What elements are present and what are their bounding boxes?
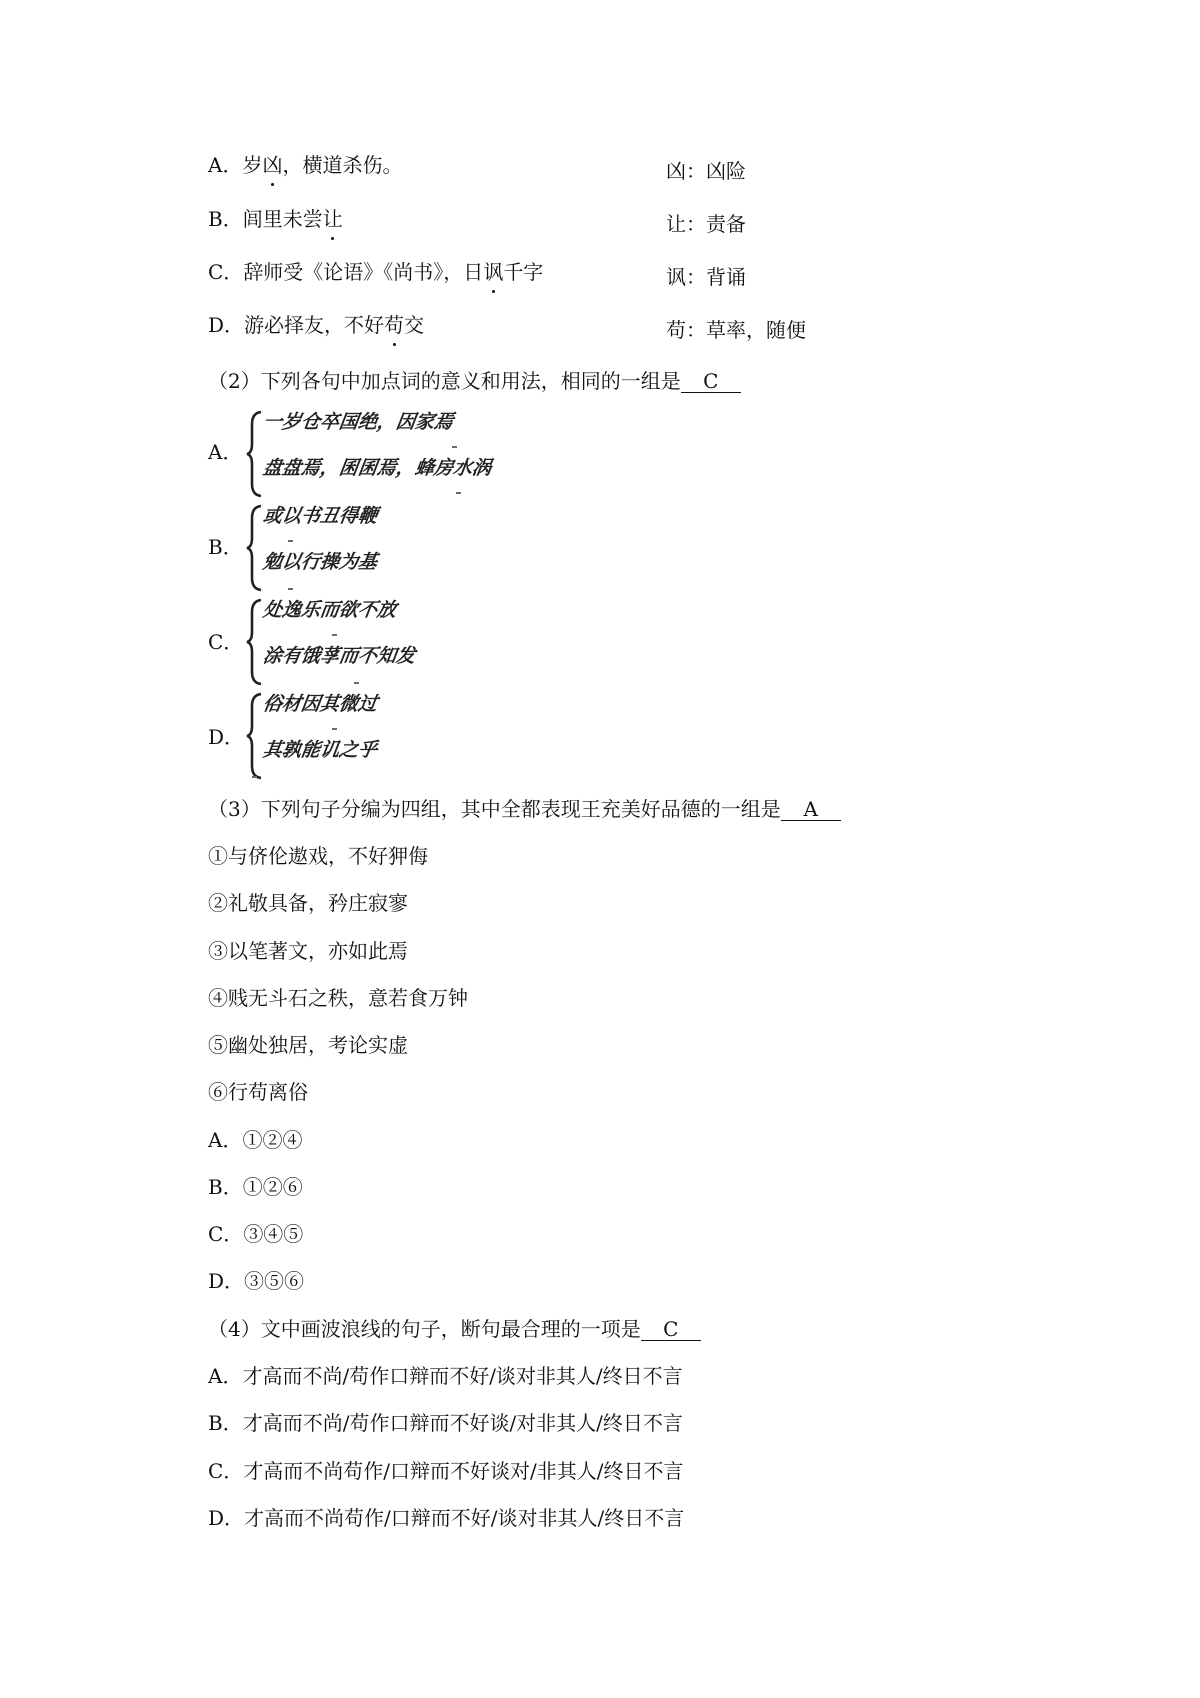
q4-option-c bbox=[208, 1458, 684, 1485]
option-text: ③④⑤ bbox=[243, 1222, 304, 1246]
brace-icon bbox=[246, 504, 264, 592]
q3-option-c bbox=[208, 1221, 303, 1248]
q4-option-d bbox=[208, 1505, 684, 1532]
q2-group-letter-b: B． bbox=[208, 535, 243, 559]
dotted-word: 讽 bbox=[483, 260, 504, 284]
q3-stem bbox=[208, 796, 841, 823]
q1-option-c bbox=[208, 259, 543, 286]
emphasis-marker bbox=[252, 776, 257, 778]
option-letter: C． bbox=[208, 1222, 244, 1246]
option-text: 才高而不尚苟作/口辩而不好/谈对非其人/终日不言 bbox=[244, 1506, 685, 1530]
option-text: ③⑤⑥ bbox=[244, 1269, 305, 1293]
q2-group-b-line1: 或以书丑得鞭 bbox=[261, 505, 379, 527]
q2-group-d bbox=[246, 692, 506, 780]
q1-meaning-a: 凶：凶险 bbox=[666, 159, 746, 183]
option-letter: D． bbox=[208, 1269, 245, 1293]
option-letter: D． bbox=[208, 1506, 245, 1530]
q2-group-c-line1: 处逸乐而欲不放 bbox=[261, 599, 398, 621]
option-text-post: 千字 bbox=[503, 260, 544, 284]
brace-icon bbox=[246, 410, 264, 498]
dotted-word: 苟 bbox=[384, 313, 405, 337]
option-text-pre: 辞师受《论语》《尚书》，日 bbox=[243, 260, 484, 284]
option-letter: A． bbox=[208, 1364, 243, 1388]
q2-group-b bbox=[246, 504, 506, 592]
q2-group-a bbox=[246, 410, 506, 498]
q1-meaning-b: 让：责备 bbox=[666, 212, 746, 236]
option-letter: A． bbox=[208, 1128, 243, 1152]
q1-option-a bbox=[208, 152, 402, 179]
option-text-pre: 闾里未尝 bbox=[242, 207, 323, 231]
question-stem-text: （4）文中画波浪线的句子，断句最合理的一项是 bbox=[208, 1317, 641, 1341]
emphasis-marker bbox=[456, 492, 461, 494]
option-text: 才高而不尚苟作/口辩而不好谈对/非其人/终日不言 bbox=[243, 1459, 684, 1483]
q2-stem bbox=[208, 368, 741, 395]
q3-item-6: ⑥行苟离俗 bbox=[208, 1080, 308, 1104]
q3-option-a bbox=[208, 1127, 302, 1154]
option-text: ①②④ bbox=[242, 1128, 303, 1152]
q3-item-4: ④贱无斗石之秩，意若食万钟 bbox=[208, 986, 468, 1010]
q2-group-letter-a: A． bbox=[208, 440, 243, 464]
q3-item-1: ①与侪伦遨戏，不好狎侮 bbox=[208, 844, 428, 868]
emphasis-marker bbox=[332, 728, 337, 730]
question-stem-text: （2）下列各句中加点词的意义和用法，相同的一组是 bbox=[208, 369, 681, 393]
option-text-pre: 岁 bbox=[242, 153, 263, 177]
q3-option-d bbox=[208, 1268, 304, 1295]
option-text: 才高而不尚/苟作口辩而不好谈/对非其人/终日不言 bbox=[242, 1411, 683, 1435]
q1-option-d bbox=[208, 312, 424, 339]
answer-blank: C bbox=[681, 370, 741, 393]
emphasis-marker bbox=[332, 634, 337, 636]
q2-group-letter-d: D． bbox=[208, 725, 245, 749]
option-letter: B． bbox=[208, 1411, 243, 1435]
q2-group-a-line2: 盘盘焉，囷囷焉，蜂房水涡 bbox=[261, 457, 493, 479]
q1-meaning-d: 苟：草率，随便 bbox=[666, 318, 806, 342]
q2-group-c-line2: 涂有饿莩而不知发 bbox=[261, 645, 417, 667]
emphasis-marker bbox=[452, 446, 457, 448]
option-text-post: 交 bbox=[404, 313, 425, 337]
option-text-pre: 游必择友，不好 bbox=[244, 313, 385, 337]
q2-group-d-line1: 俗材因其微过 bbox=[261, 693, 379, 715]
dotted-word: 凶 bbox=[262, 153, 283, 177]
q3-item-2: ②礼敬具备，矜庄寂寥 bbox=[208, 891, 408, 915]
option-text: 才高而不尚/苟作口辩而不好/谈对非其人/终日不言 bbox=[242, 1364, 683, 1388]
option-letter: A． bbox=[208, 153, 243, 177]
emphasis-marker bbox=[288, 540, 293, 542]
q2-group-b-line2: 勉以行操为基 bbox=[261, 551, 379, 573]
q4-stem bbox=[208, 1316, 701, 1343]
question-stem-text: （3）下列句子分编为四组，其中全都表现王充美好品德的一组是 bbox=[208, 797, 781, 821]
dotted-word: 让 bbox=[322, 207, 343, 231]
option-text: ①②⑥ bbox=[242, 1175, 303, 1199]
option-letter: B． bbox=[208, 207, 243, 231]
emphasis-marker bbox=[288, 588, 293, 590]
brace-icon bbox=[246, 598, 264, 686]
option-letter: C． bbox=[208, 1459, 244, 1483]
answer-blank: A bbox=[781, 798, 841, 821]
q4-option-b bbox=[208, 1410, 683, 1437]
q3-item-3: ③以笔著文，亦如此焉 bbox=[208, 939, 408, 963]
option-letter: B． bbox=[208, 1175, 243, 1199]
q3-option-b bbox=[208, 1174, 303, 1201]
q1-option-b bbox=[208, 206, 343, 233]
brace-icon bbox=[246, 692, 264, 780]
option-letter: D． bbox=[208, 313, 245, 337]
q3-item-5: ⑤幽处独居，考论实虚 bbox=[208, 1033, 408, 1057]
q2-group-letter-c: C． bbox=[208, 630, 244, 654]
answer-blank: C bbox=[641, 1318, 701, 1341]
q2-group-a-line1: 一岁仓卒国绝，因家焉 bbox=[261, 411, 455, 433]
option-text-post: ，横道杀伤。 bbox=[282, 153, 403, 177]
option-letter: C． bbox=[208, 260, 244, 284]
emphasis-marker bbox=[354, 682, 359, 684]
q1-meaning-c: 讽：背诵 bbox=[666, 265, 746, 289]
q4-option-a bbox=[208, 1363, 683, 1390]
q2-group-c bbox=[246, 598, 506, 686]
q2-group-d-line2: 其孰能讥之乎 bbox=[261, 739, 379, 761]
